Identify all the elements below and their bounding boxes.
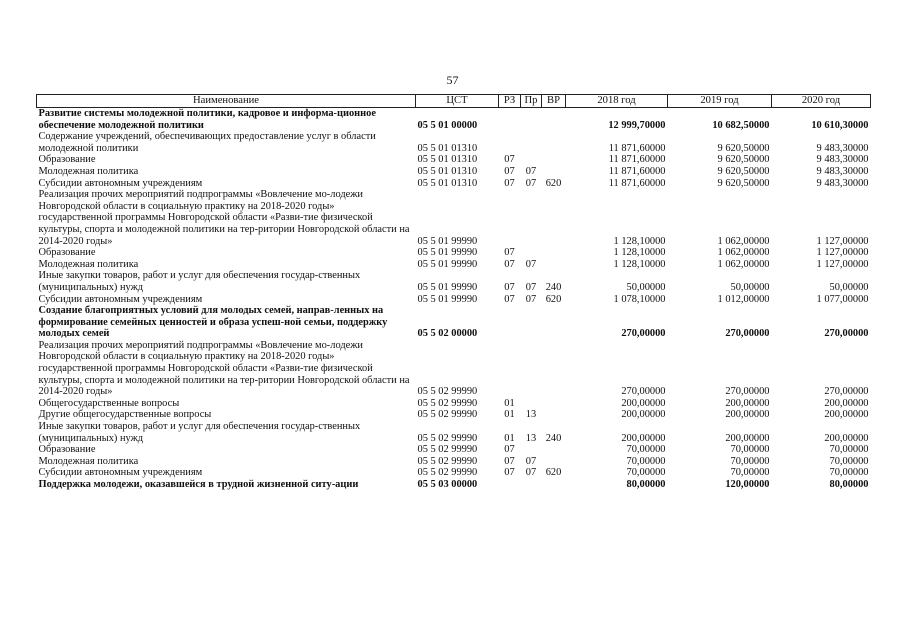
row-rz: 07 (504, 281, 515, 293)
row-rz: 07 (504, 293, 515, 305)
row-name: Общегосударственные вопросы (38, 397, 180, 409)
row-cst: 05 5 01 99990 (417, 235, 478, 247)
row-name: Реализация прочих мероприятий подпрограммы «Вовлечение мо-лодежи Новгородской области в социальную практику на 2018-2020 годы» государственной программы Новгородской области «Разви-тие физической культуры, спорта и молодежной политики на тер-ритории Новгородской области на 2014-2020 годы» (38, 189, 410, 247)
row-cst: 05 5 01 01310 (417, 142, 478, 154)
row-vr (542, 247, 566, 259)
table-row (37, 247, 871, 259)
row-rz: 07 (504, 467, 515, 479)
row-vr (542, 189, 566, 247)
row-pr: 07 (525, 467, 537, 479)
row-2019: 200,00000 (725, 432, 770, 444)
table-row (37, 456, 871, 468)
row-pr (521, 247, 542, 259)
row-pr: 13 (525, 432, 537, 444)
row-rz (499, 108, 521, 132)
row-rz (499, 479, 521, 491)
row-2018: 11 871,60000 (608, 165, 666, 177)
row-pr (521, 305, 542, 340)
table-row (37, 340, 871, 398)
row-vr (542, 456, 566, 468)
row-2020: 10 610,30000 (811, 119, 869, 131)
row-2020: 1 127,00000 (816, 247, 869, 259)
row-vr (542, 131, 566, 154)
header-vr: ВР (542, 95, 566, 108)
row-name: Иные закупки товаров, работ и услуг для обеспечения государ-ственных (муниципальных) нужд (38, 421, 361, 444)
header-name: Наименование (37, 95, 416, 108)
row-2020: 200,00000 (824, 397, 869, 409)
table-row (37, 444, 871, 456)
row-2019: 9 620,50000 (717, 177, 770, 189)
table-row (37, 166, 871, 178)
row-cst: 05 5 01 00000 (417, 119, 478, 131)
header-row (37, 95, 871, 108)
row-name: Поддержка молодежи, оказавшейся в трудной жизненной ситу-ации (38, 479, 359, 490)
row-vr (542, 154, 566, 166)
table-row (37, 479, 871, 491)
row-2018: 1 128,10000 (613, 247, 666, 259)
row-cst: 05 5 01 01310 (417, 154, 478, 166)
table-row (37, 189, 871, 247)
row-vr (542, 479, 566, 491)
row-vr: 620 (545, 293, 562, 305)
row-2019: 1 062,00000 (717, 247, 770, 259)
row-2020: 9 483,30000 (816, 154, 869, 166)
row-2019: 270,00000 (725, 328, 770, 340)
table-row (37, 294, 871, 306)
row-2018: 200,00000 (621, 432, 666, 444)
row-2019: 9 620,50000 (717, 142, 770, 154)
row-2020: 50,00000 (829, 281, 869, 293)
row-2018: 70,00000 (626, 455, 666, 467)
row-pr (521, 131, 542, 154)
row-pr (521, 398, 542, 410)
row-cst: 05 5 02 00000 (417, 328, 478, 340)
row-2018: 1 128,10000 (613, 235, 666, 247)
row-cst: 05 5 02 99990 (417, 455, 478, 467)
budget-table (36, 94, 871, 491)
row-pr: 07 (525, 177, 537, 189)
row-2020: 80,00000 (829, 479, 869, 490)
row-name: Образование (38, 444, 96, 456)
row-2020: 9 483,30000 (816, 142, 869, 154)
row-rz (499, 189, 521, 247)
row-name: Молодежная политика (38, 165, 139, 177)
row-pr (521, 479, 542, 491)
row-pr: 07 (525, 165, 537, 177)
table-row (37, 409, 871, 421)
row-vr (542, 166, 566, 178)
row-rz: 07 (504, 165, 515, 177)
row-vr: 240 (545, 432, 562, 444)
table-row (37, 108, 871, 132)
row-2020: 200,00000 (824, 432, 869, 444)
row-2019: 200,00000 (725, 409, 770, 421)
row-cst: 05 5 02 99990 (417, 386, 478, 398)
header-2019: 2019 год (668, 95, 772, 108)
row-pr: 13 (525, 409, 537, 421)
row-name: Реализация прочих мероприятий подпрограммы «Вовлечение мо-лодежи Новгородской области в социальную практику на 2018-2020 годы» государственной программы Новгородской области «Разви-тие физической культуры, спорта и молодежной политики на тер-ритории Новгородской области на 2014-2020 годы» (38, 339, 410, 398)
row-cst: 05 5 03 00000 (417, 479, 478, 490)
row-cst: 05 5 02 99990 (417, 444, 478, 456)
page-number: 57 (446, 73, 459, 87)
row-2018: 70,00000 (626, 467, 666, 479)
row-2019: 50,00000 (730, 281, 770, 293)
row-2018: 270,00000 (621, 386, 666, 398)
row-cst: 05 5 01 99990 (417, 258, 478, 270)
header-pr: Пр (521, 95, 542, 108)
row-name: Другие общегосударственные вопросы (38, 409, 212, 421)
row-2018: 1 078,10000 (613, 293, 666, 305)
row-vr (542, 340, 566, 398)
header-2020: 2020 год (772, 95, 871, 108)
row-2020: 70,00000 (829, 455, 869, 467)
table-row (37, 270, 871, 293)
row-2019: 70,00000 (730, 444, 770, 456)
row-vr: 620 (545, 467, 562, 479)
row-2019: 70,00000 (730, 455, 770, 467)
row-2020: 70,00000 (829, 467, 869, 479)
row-cst: 05 5 01 99990 (417, 247, 478, 259)
row-name: Образование (38, 154, 96, 166)
row-2019: 10 682,50000 (712, 119, 770, 131)
row-2019: 270,00000 (725, 386, 770, 398)
row-rz: 01 (504, 397, 515, 409)
row-name: Иные закупки товаров, работ и услуг для обеспечения государ-ственных (муниципальных) нужд (38, 270, 361, 293)
row-2019: 120,00000 (725, 479, 770, 490)
row-2018: 80,00000 (626, 479, 666, 490)
row-cst: 05 5 01 99990 (417, 281, 478, 293)
row-name: Субсидии автономным учреждениям (38, 293, 203, 305)
table-row (37, 154, 871, 166)
row-2020: 1 077,00000 (816, 293, 869, 305)
row-2020: 270,00000 (824, 328, 869, 340)
table-row (37, 178, 871, 190)
row-vr (542, 409, 566, 421)
row-cst: 05 5 01 01310 (417, 177, 478, 189)
row-cst: 05 5 02 99990 (417, 467, 478, 479)
row-cst: 05 5 02 99990 (417, 409, 478, 421)
table-row (37, 305, 871, 340)
row-rz (499, 340, 521, 398)
row-vr: 620 (545, 177, 562, 189)
row-name: Субсидии автономным учреждениям (38, 467, 203, 479)
table-body (37, 108, 871, 491)
table-row (37, 398, 871, 410)
row-pr (521, 340, 542, 398)
row-2019: 1 062,00000 (717, 235, 770, 247)
row-cst: 05 5 02 99990 (417, 432, 478, 444)
row-2018: 70,00000 (626, 444, 666, 456)
row-vr (542, 305, 566, 340)
row-2020: 200,00000 (824, 409, 869, 421)
row-name: Молодежная политика (38, 258, 139, 270)
row-cst: 05 5 02 99990 (417, 397, 478, 409)
row-rz: 07 (504, 455, 515, 467)
row-2018: 50,00000 (626, 281, 666, 293)
row-pr: 07 (525, 258, 537, 270)
table-row (37, 421, 871, 444)
row-name: Субсидии автономным учреждениям (38, 177, 203, 189)
table-row (37, 131, 871, 154)
row-rz: 07 (504, 154, 515, 166)
row-2018: 200,00000 (621, 409, 666, 421)
row-2020: 1 127,00000 (816, 235, 869, 247)
row-2018: 11 871,60000 (608, 142, 666, 154)
row-pr: 07 (525, 455, 537, 467)
table-row (37, 259, 871, 271)
row-rz: 07 (504, 444, 515, 456)
row-vr (542, 259, 566, 271)
row-2020: 1 127,00000 (816, 258, 869, 270)
row-2019: 1 012,00000 (717, 293, 770, 305)
row-name: Молодежная политика (38, 455, 139, 467)
header-rz: РЗ (499, 95, 521, 108)
row-2018: 11 871,60000 (608, 177, 666, 189)
row-pr (521, 108, 542, 132)
row-pr (521, 154, 542, 166)
row-rz: 07 (504, 177, 515, 189)
row-pr: 07 (525, 293, 537, 305)
row-rz (499, 131, 521, 154)
row-vr (542, 398, 566, 410)
row-2018: 1 128,10000 (613, 258, 666, 270)
row-2019: 9 620,50000 (717, 154, 770, 166)
row-2018: 200,00000 (621, 397, 666, 409)
row-rz: 07 (504, 247, 515, 259)
row-rz (499, 305, 521, 340)
row-2019: 9 620,50000 (717, 165, 770, 177)
row-pr: 07 (525, 281, 537, 293)
row-vr (542, 444, 566, 456)
row-name: Создание благоприятных условий для молодых семей, направ-ленных на формирование семейных ценностей и образа успеш-ной семьи, поддержку молодых семей (38, 305, 388, 340)
row-2020: 9 483,30000 (816, 177, 869, 189)
row-2018: 11 871,60000 (608, 154, 666, 166)
row-pr (521, 444, 542, 456)
row-name: Содержание учреждений, обеспечивающих предоставление услуг в области молодежной политики (38, 131, 376, 154)
row-2018: 12 999,70000 (608, 119, 666, 131)
row-name: Развитие системы молодежной политики, кадровое и информа-ционное обеспечение молодежной политики (38, 108, 376, 131)
row-2020: 70,00000 (829, 444, 869, 456)
row-rz: 01 (504, 432, 515, 444)
row-rz: 07 (504, 258, 515, 270)
row-name: Образование (38, 247, 96, 259)
row-rz: 01 (504, 409, 515, 421)
table-row (37, 467, 871, 479)
row-2020: 270,00000 (824, 386, 869, 398)
header-2018: 2018 год (566, 95, 668, 108)
row-cst: 05 5 01 99990 (417, 293, 478, 305)
row-2019: 70,00000 (730, 467, 770, 479)
row-2020: 9 483,30000 (816, 165, 869, 177)
row-vr: 240 (545, 281, 562, 293)
row-2019: 1 062,00000 (717, 258, 770, 270)
row-2018: 270,00000 (621, 328, 666, 340)
row-cst: 05 5 01 01310 (417, 165, 478, 177)
row-2019: 200,00000 (725, 397, 770, 409)
row-pr (521, 189, 542, 247)
header-cst: ЦСТ (416, 95, 499, 108)
row-vr (542, 108, 566, 132)
